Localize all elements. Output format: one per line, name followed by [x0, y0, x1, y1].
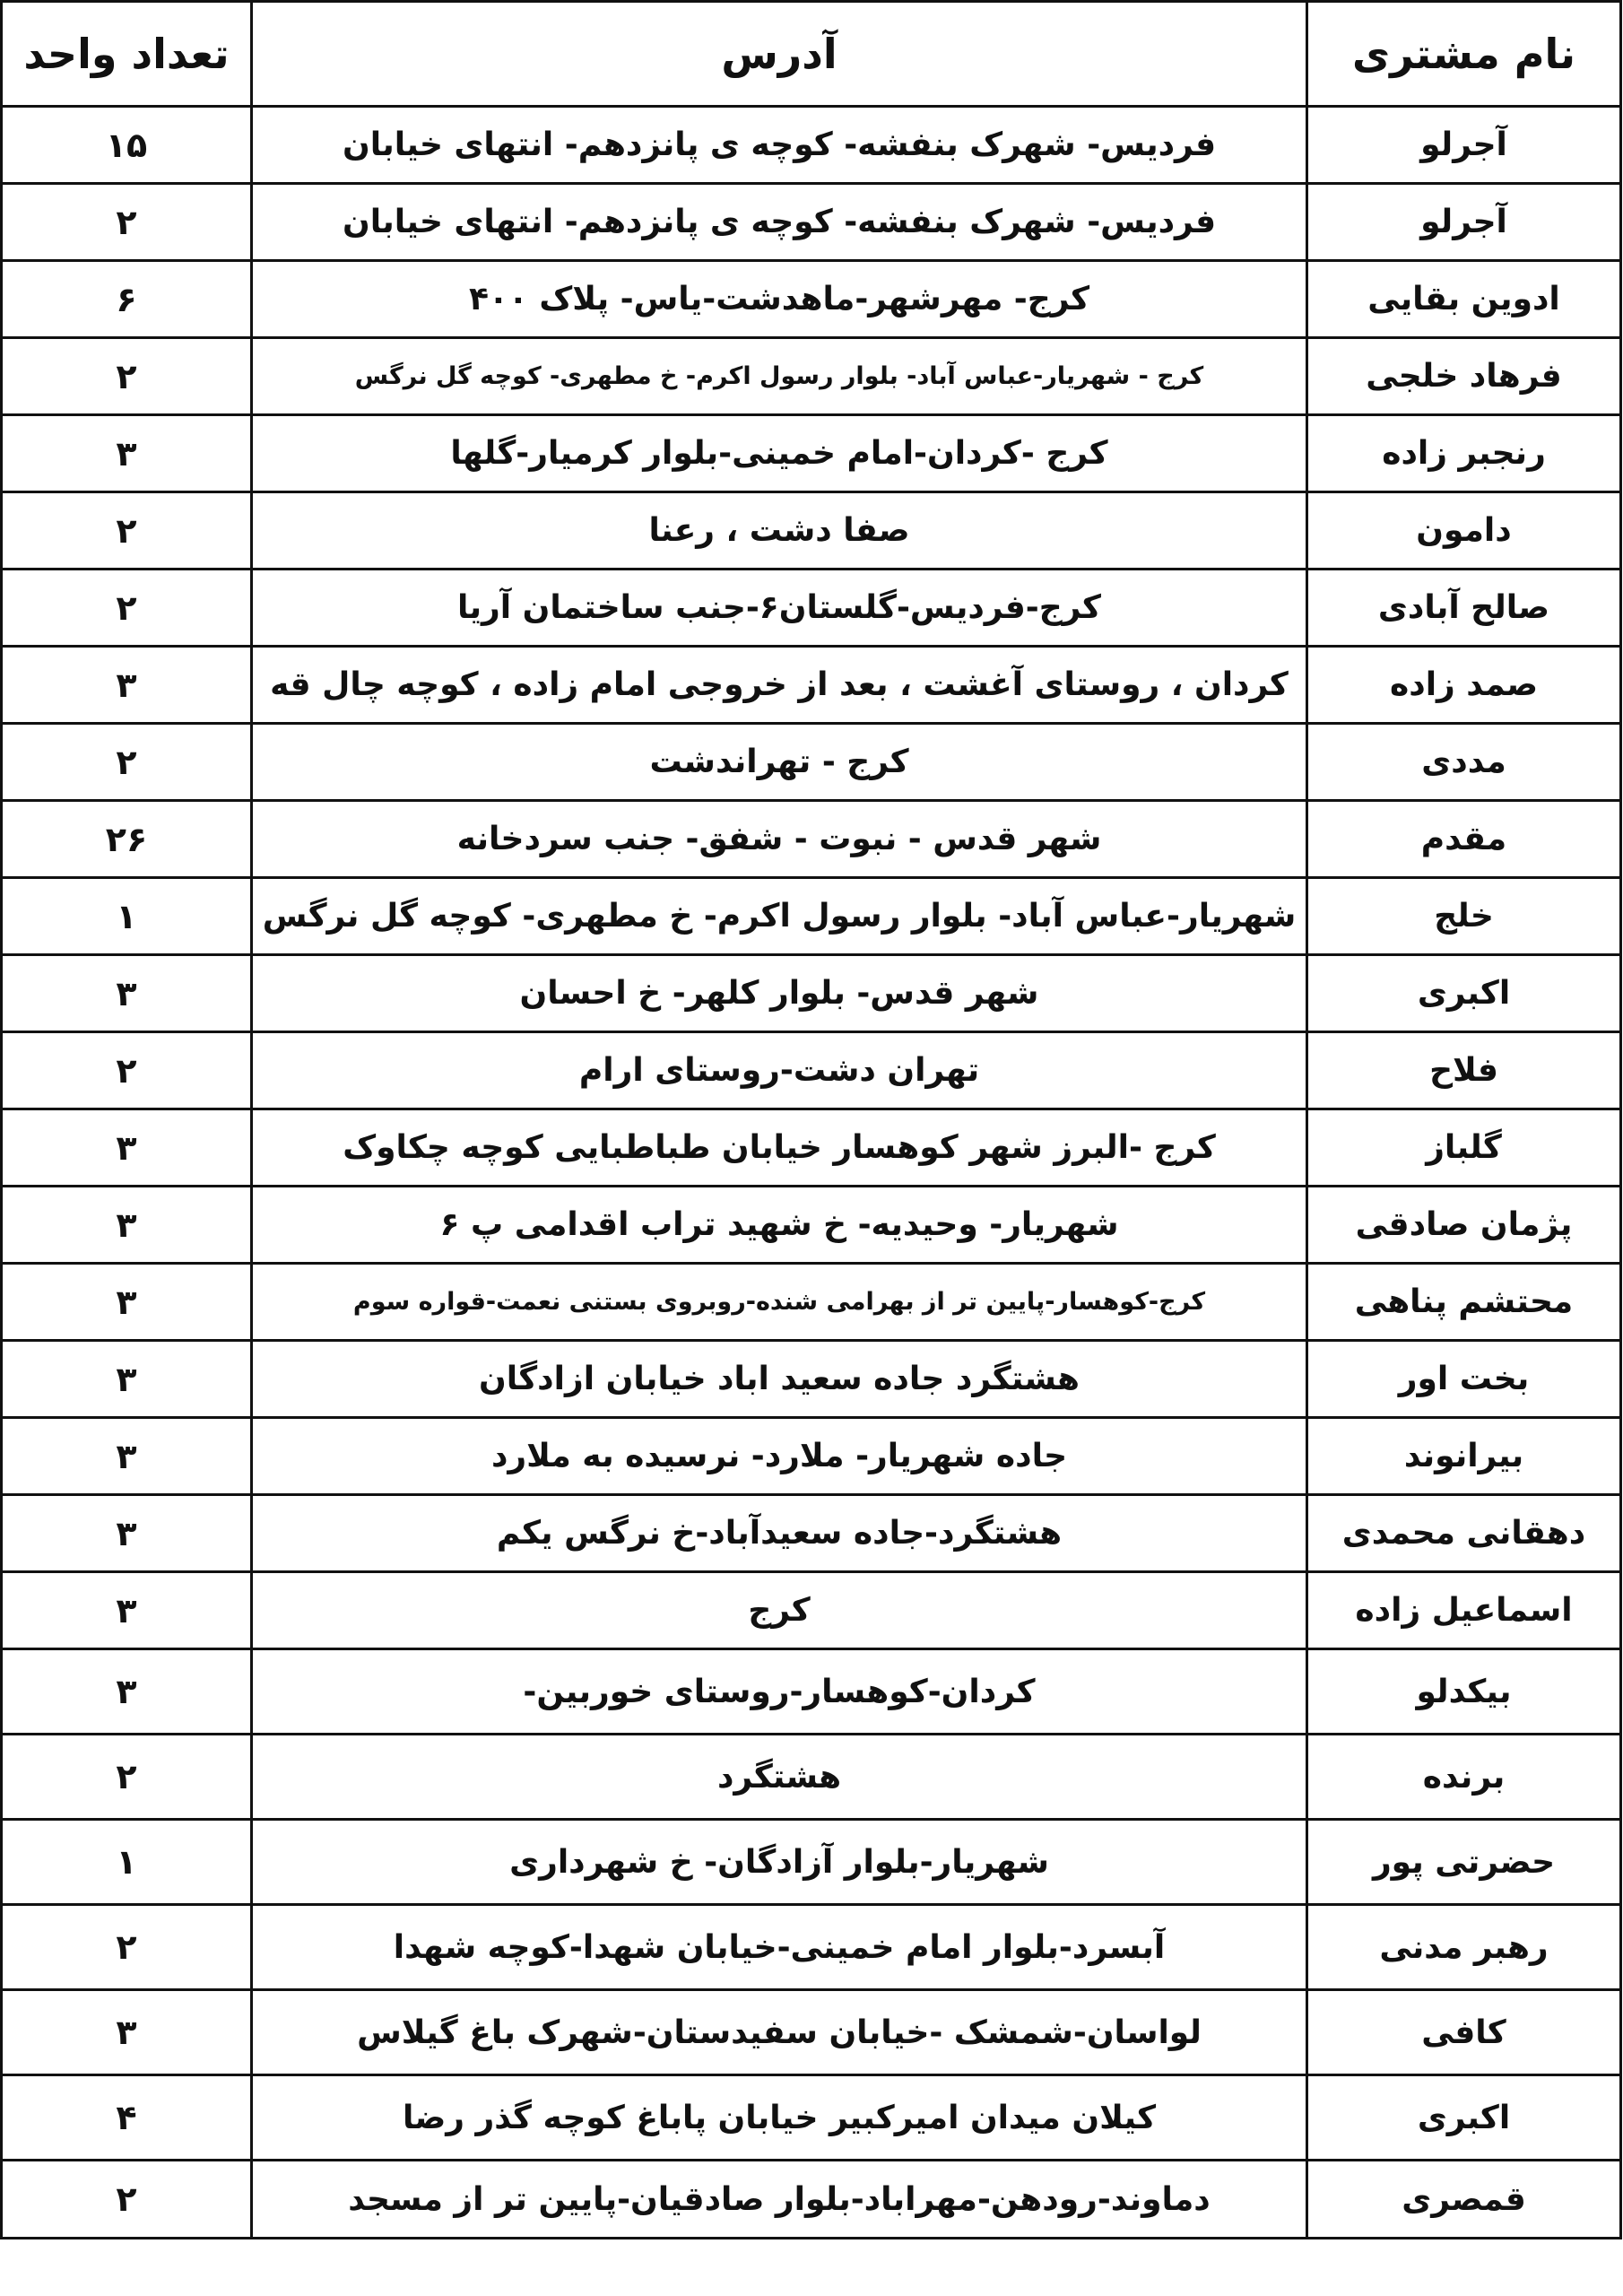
customer-address: کردان ، روستای آغشت ، بعد از خروجی امام زاده ، کوچه چال قه [252, 647, 1307, 724]
customer-name: فرهاد خلجی [1307, 338, 1621, 415]
unit-count: ۱ [2, 878, 252, 955]
customer-name: خلج [1307, 878, 1621, 955]
customer-address: کیلان میدان امیرکبیر خیابان پاباغ کوچه گذر رضا [252, 2075, 1307, 2161]
table-row [2, 801, 1621, 878]
customer-name: رهبر مدنی [1307, 1905, 1621, 1990]
unit-count: ۲ [2, 1905, 252, 1990]
customer-name: اکبری [1307, 955, 1621, 1032]
customer-name: بخت اور [1307, 1341, 1621, 1418]
header-row [2, 2, 1621, 107]
customer-name: مقدم [1307, 801, 1621, 878]
table-row [2, 2161, 1621, 2239]
table-row [2, 415, 1621, 492]
customer-address: هشتگرد-جاده سعیدآباد-خ نرگس یکم [252, 1495, 1307, 1572]
table-row [2, 1990, 1621, 2075]
customer-address: آبسرد-بلوار امام خمینی-خیابان شهدا-کوچه شهدا [252, 1905, 1307, 1990]
customer-name: صمد زاده [1307, 647, 1621, 724]
customer-address: هشتگرد جاده سعید اباد خیابان ازادگان [252, 1341, 1307, 1418]
table-row [2, 955, 1621, 1032]
table-row [2, 184, 1621, 261]
table-row [2, 1572, 1621, 1649]
customer-name: ادوین بقایی [1307, 261, 1621, 338]
unit-count: ۳ [2, 1495, 252, 1572]
customer-address: شهر قدس - نبوت - شفق- جنب سردخانه [252, 801, 1307, 878]
customer-address: کرج-فردیس-گلستان۶-جنب ساختمان آریا [252, 570, 1307, 647]
unit-count: ۳ [2, 1264, 252, 1341]
customer-name: بیرانوند [1307, 1418, 1621, 1495]
unit-count: ۴ [2, 2075, 252, 2161]
customer-address: صفا دشت ، رعنا [252, 492, 1307, 570]
table-row [2, 261, 1621, 338]
unit-count: ۲ [2, 1032, 252, 1109]
customer-name: کافی [1307, 1990, 1621, 2075]
customer-name: اکبری [1307, 2075, 1621, 2161]
table-row [2, 570, 1621, 647]
table-row [2, 1032, 1621, 1109]
customer-name: اسماعیل زاده [1307, 1572, 1621, 1649]
unit-count: ۲ [2, 2161, 252, 2239]
unit-count: ۳ [2, 1990, 252, 2075]
table-row [2, 1109, 1621, 1187]
table-row [2, 492, 1621, 570]
customer-address: کرج -کردان-امام خمینی-بلوار کرمیار-گلها [252, 415, 1307, 492]
customer-address: دماوند-رودهن-مهراباد-بلوار صادقیان-پایین تر از مسجد [252, 2161, 1307, 2239]
customer-name: حضرتی پور [1307, 1820, 1621, 1905]
customer-name: صالح آبادی [1307, 570, 1621, 647]
unit-count: ۲ [2, 724, 252, 801]
customer-name: آجرلو [1307, 184, 1621, 261]
customer-name: آجرلو [1307, 107, 1621, 184]
customer-name: دامون [1307, 492, 1621, 570]
unit-count: ۲ [2, 338, 252, 415]
table-row [2, 878, 1621, 955]
customer-address: کرج- مهرشهر-ماهدشت-یاس- پلاک ۴۰۰ [252, 261, 1307, 338]
customer-address: جاده شهریار- ملارد- نرسیده به ملارد [252, 1418, 1307, 1495]
customer-address: کرج [252, 1572, 1307, 1649]
customer-address: فردیس- شهرک بنفشه- کوچه ی پانزدهم- انتهای خیابان [252, 107, 1307, 184]
table-row [2, 1187, 1621, 1264]
customer-name: دهقانی محمدی [1307, 1495, 1621, 1572]
unit-count: ۳ [2, 1418, 252, 1495]
customer-name: محتشم پناهی [1307, 1264, 1621, 1341]
customer-name: مددی [1307, 724, 1621, 801]
unit-count: ۳ [2, 647, 252, 724]
unit-count: ۳ [2, 1187, 252, 1264]
customer-address: شهریار-عباس آباد- بلوار رسول اکرم- خ مطهری- کوچه گل نرگس [252, 878, 1307, 955]
customer-name: گلباز [1307, 1109, 1621, 1187]
unit-count: ۱ [2, 1820, 252, 1905]
customer-name: بیکدلو [1307, 1649, 1621, 1735]
customer-address: هشتگرد [252, 1735, 1307, 1820]
unit-count: ۳ [2, 1649, 252, 1735]
table-row [2, 1735, 1621, 1820]
table-row [2, 1341, 1621, 1418]
table-row [2, 647, 1621, 724]
customer-address: کرج - شهریار-عباس آباد- بلوار رسول اکرم- خ مطهری- کوچه گل نرگس [252, 338, 1307, 415]
unit-count: ۳ [2, 1341, 252, 1418]
customer-name: قمصری [1307, 2161, 1621, 2239]
customer-address: کرج-کوهسار-پایین تر از بهرامی شنده-روبروی بستنی نعمت-قواره سوم [252, 1264, 1307, 1341]
unit-count: ۱۵ [2, 107, 252, 184]
customer-address: فردیس- شهرک بنفشه- کوچه ی پانزدهم- انتهای خیابان [252, 184, 1307, 261]
table-row [2, 338, 1621, 415]
customer-address: کرج - تهراندشت [252, 724, 1307, 801]
header-units: تعداد واحد [2, 2, 252, 107]
table-row [2, 1649, 1621, 1735]
table-row [2, 724, 1621, 801]
customer-name: پژمان صادقی [1307, 1187, 1621, 1264]
table-row [2, 107, 1621, 184]
customer-address: لواسان-شمشک -خیابان سفیدستان-شهرک باغ گیلاس [252, 1990, 1307, 2075]
unit-count: ۲ [2, 1735, 252, 1820]
unit-count: ۲ [2, 184, 252, 261]
customer-address: تهران دشت-روستای ارام [252, 1032, 1307, 1109]
customer-address: شهریار- وحیدیه- خ شهید تراب اقدامی پ ۶ [252, 1187, 1307, 1264]
table-row [2, 1264, 1621, 1341]
customer-name: فلاح [1307, 1032, 1621, 1109]
unit-count: ۶ [2, 261, 252, 338]
unit-count: ۳ [2, 415, 252, 492]
unit-count: ۲ [2, 492, 252, 570]
customer-address: شهر قدس- بلوار کلهر- خ احسان [252, 955, 1307, 1032]
table-row [2, 1495, 1621, 1572]
unit-count: ۳ [2, 1109, 252, 1187]
table-row [2, 2075, 1621, 2161]
unit-count: ۲ [2, 570, 252, 647]
header-address: آدرس [252, 2, 1307, 107]
customer-name: برنده [1307, 1735, 1621, 1820]
customer-address: کردان-کوهسار-روستای خوربین- [252, 1649, 1307, 1735]
table-row [2, 1418, 1621, 1495]
table-row [2, 1820, 1621, 1905]
customer-address: کرج -البرز شهر کوهسار خیابان طباطبایی کوچه چکاوک [252, 1109, 1307, 1187]
customer-address: شهریار-بلوار آزادگان- خ شهرداری [252, 1820, 1307, 1905]
customer-name: رنجبر زاده [1307, 415, 1621, 492]
unit-count: ۳ [2, 1572, 252, 1649]
header-name: نام مشتری [1307, 2, 1621, 107]
table-row [2, 1905, 1621, 1990]
unit-count: ۲۶ [2, 801, 252, 878]
unit-count: ۳ [2, 955, 252, 1032]
